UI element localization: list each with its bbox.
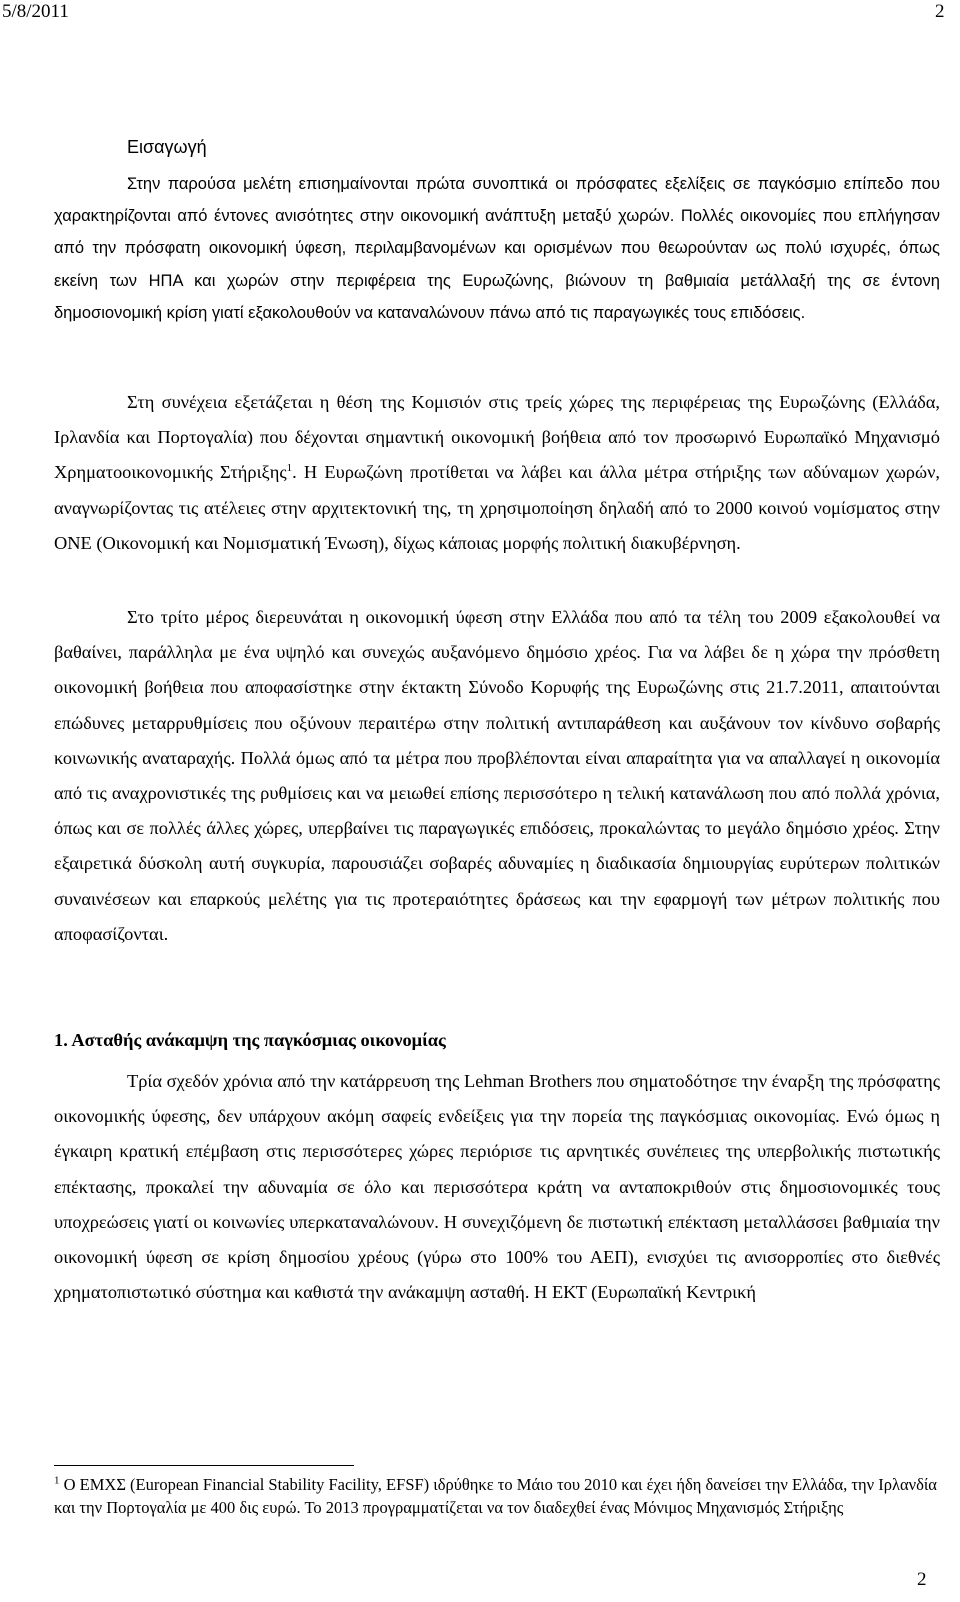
intro-paragraph-2: [54, 385, 940, 561]
section-1-title: 1. Ασταθής ανάκαμψη της παγκόσμιας οικονομίας: [54, 1030, 446, 1050]
intro-paragraph-2-text: [54, 385, 940, 561]
intro-paragraph-3: [54, 600, 940, 952]
header-page-number: 2: [935, 1, 945, 22]
footnote-marker: 1: [54, 1474, 60, 1487]
section-1-paragraph-text: Τρία σχεδόν χρόνια από την κατάρρευση της Lehman Brothers που σηματοδότησε την έναρξη της πρόσφατης οικονομικής ύφεσης, δεν υπάρχουν ακόμη σαφείς ενδείξεις για την πορεία της παγκόσμιας οικονομίας. Ενώ όμως η έγκαιρη κρατική επέμβαση στις περισσότερες χώρες περιόρισε τις αρνητικές συνέπειες της υπερβολικής πιστωτικής επέκτασης, προκαλεί την αδυναμία σε όλο και περισσότερα κράτη να ανταποκριθούν στις δημοσιονομικές τους υποχρεώσεις γιατί οι κοινωνίες υπερκαταναλώνουν. Η συνεχιζόμενη δε πιστωτική επέκταση μεταλλάσσει βαθμιαία την οικονομική ύφεση σε κρίση δημοσίου χρέους (γύρω στο 100% του ΑΕΠ), ενισχύει τις ανισορροπίες στο διεθνές χρηματοπιστωτικό σύστημα και καθιστά την ανάκαμψη ασταθή. Η ΕΚΤ (Ευρωπαϊκή Κεντρική: [54, 1071, 940, 1303]
intro-paragraph-3-text: Στο τρίτο μέρος διερευνάται η οικονομική ύφεση στην Ελλάδα που από τα τέλη του 2009 εξακολουθεί να βαθαίνει, παράλληλα με ένα υψηλό και συνεχώς αυξανόμενο δημόσιο χρέος. Για να λάβει δε η χώρα την πρόσθετη οικονομική βοήθεια που αποφασίστηκε στην έκτακτη Σύνοδο Κορυφής της Ευρωζώνης στις 21.7.2011, απαιτούνται επώδυνες μεταρρυθμίσεις που οξύνουν περαιτέρω στην πολιτική αντιπαράθεση και αυξάνουν τον κίνδυνο σοβαρής κοινωνικής αναταραχής. Πολλά όμως από τα μέτρα που προβλέπονται είναι απαραίτητα για να απαλλαγεί η οικονομία από τις αναχρονιστικές της ρυθμίσεις και να μειωθεί επίσης περισσότερο η τελική κατανάλωση που από πολλά χρόνια, όπως και σε πολλές άλλες χώρες, υπερβαίνει τις παραγωγικές επιδόσεις, προκαλώντας το μεγάλο δημόσιο χρέος. Στην εξαιρετικά δύσκολη αυτή συγκυρία, παρουσιάζει σοβαρές αδυναμίες η διαδικασία δημιουργίας ευρύτερων πολιτικών συναινέσεων και επαρκούς μελέτης για τις προτεραιότητες δράσεως και την εφαρμογή των μέτρων πολιτικής που αποφασίζονται.: [54, 607, 940, 944]
intro-paragraph-2-part-b: . Η Ευρωζώνη προτίθεται να λάβει και άλλα μέτρα στήριξης των αδύναμων χωρών, αναγνωρίζοντας τις ατέλειες στην αρχιτεκτονική της, τη χρησιμοποίηση δηλαδή από το 2000 κοινού νομίσματος στην ΟΝΕ (Οικονομική και Νομισματική Ένωση), δίχως κάποιας μορφής πολιτική διακυβέρνηση.: [54, 462, 940, 553]
intro-paragraph-2-part-a: Στη συνέχεια εξετάζεται η θέση της Κομισιόν στις τρείς χώρες της περιφέρειας της Ευρωζώνης (Ελλάδα, Ιρλανδία και Πορτογαλία) που δέχονται σημαντική οικονομική βοήθεια από τον προσωρινό Ευρωπαϊκό Μηχανισμό Χρηματοοικονομικής Στήριξης: [54, 392, 940, 483]
footer-page-number: 2: [917, 1569, 927, 1590]
header-date: 5/8/2011: [2, 1, 69, 22]
intro-paragraph-1-text: Στην παρούσα μελέτη επισημαίνονται πρώτα συνοπτικά οι πρόσφατες εξελίξεις σε παγκόσμιο επίπεδο που χαρακτηρίζονται από έντονες ανισότητες στην οικονομική ανάπτυξη μεταξύ χωρών. Πολλές οικονομίες που επλήγησαν από την πρόσφατη οικονομική ύφεση, περιλαμβανομένων και ορισμένων που θεωρούνταν ως πολύ ισχυρές, όπως εκείνη των ΗΠΑ και χωρών στην περιφέρεια της Ευρωζώνης, βιώνουν τη βαθμιαία μετάλλαξή της σε έντονη δημοσιονομική κρίση γιατί εξακολουθούν να καταναλώνουν πάνω από τις παραγωγικές τους επιδόσεις.: [54, 175, 940, 322]
footnote-text: Ο ΕΜΧΣ (European Financial Stability Facility, EFSF) ιδρύθηκε το Μάιο του 2010 και έχει ήδη δανείσει την Ελλάδα, την Ιρλανδία και την Πορτογαλία με 400 δις ευρώ. Το 2013 προγραμματίζεται να τον διαδεχθεί ένας Μόνιμος Μηχανισμός Στήριξης: [54, 1475, 937, 1517]
footnote-reference[interactable]: 1: [286, 462, 293, 475]
intro-paragraph-1: [54, 168, 940, 329]
footnote: [54, 1473, 940, 1519]
footnote-separator: [54, 1465, 354, 1466]
intro-heading: Εισαγωγή: [127, 137, 207, 157]
section-1-paragraph: [54, 1064, 940, 1310]
